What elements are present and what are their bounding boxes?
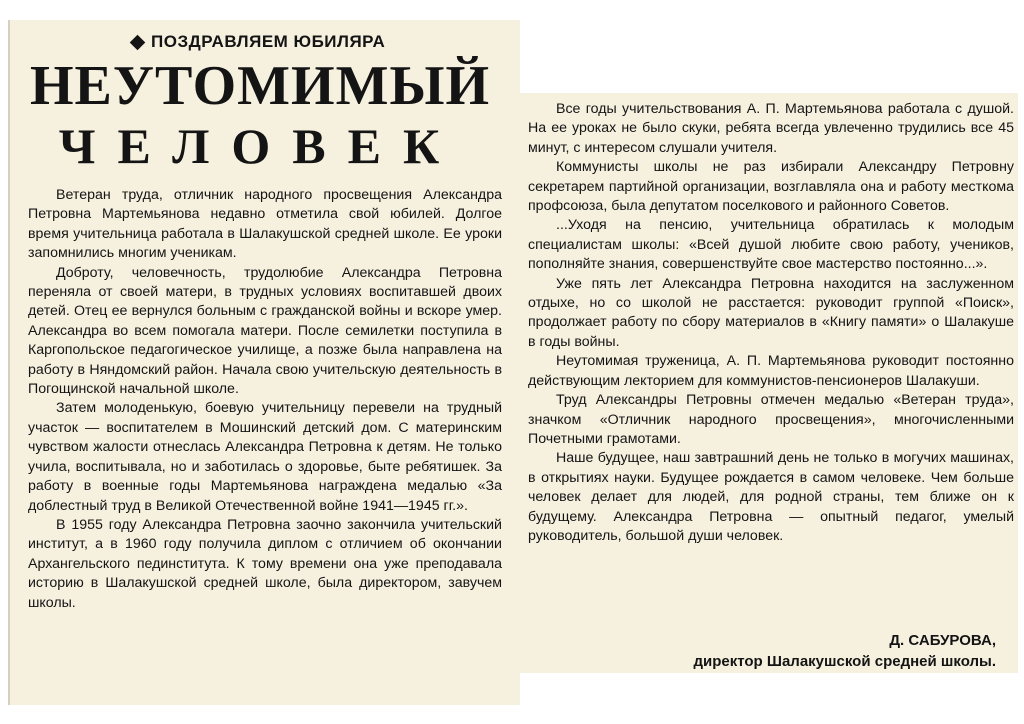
paragraph: В 1955 году Александра Петровна заочно закончила учительский институт, а в 1960 году получила диплом с отличием об окончании Архангельского пединститута. К тому времени она уже преподавала историю в Шалакушской средней школе, была директором, завучем школы. xyxy=(28,516,502,611)
headline-line-2: ЧЕЛОВЕК xyxy=(58,118,462,174)
paragraph: ...Уходя на пенсию, учительница обратилась к молодым специалистам школы: «Всей душой любите свою работу, учеников, пополняйте знания, совершенствуйте свое мастерство постоянно...». xyxy=(528,217,1014,273)
paragraph: Ветеран труда, отличник народного просвещения Александра Петровна Мартемьянова недавно отметила свой юбилей. Долгое время учительница работала в Шалакушской средней школе. Ее уроки запомнились многим ученикам. xyxy=(28,187,502,262)
diamond-bullet-icon xyxy=(130,34,146,50)
rubric-text: ПОЗДРАВЛЯЕМ ЮБИЛЯРА xyxy=(151,32,386,51)
paragraph: Неутомимая труженица, А. П. Мартемьянова руководит постоянно действующим лекторием для коммунистов-пенсионеров Шалакуши. xyxy=(528,353,1014,389)
paragraph: Уже пять лет Александра Петровна находится на заслуженном отдыхе, но со школой не расстается: руководит группой «Поиск», продолжает работу по сбору материалов в «Книгу памяти» о Шалакуше в годы войны. xyxy=(528,275,1014,350)
author-name: Д. САБУРОВА, xyxy=(889,632,996,649)
rubric-heading xyxy=(132,32,385,52)
paragraph: Все годы учительствования А. П. Мартемьянова работала с душой. На ее уроках не было скуки, ребята всегда увлеченно трудились все 45 минут, с интересом слушали учителя. xyxy=(528,101,1014,156)
signature-block xyxy=(600,630,996,672)
paragraph: Доброту, человечность, трудолюбие Александра Петровна переняла от своей матери, в трудных условиях воспитавшей двоих детей. Отец ее вернулся больным с гражданской войны и вскоре умер. Александра во всем помогала матери. После семилетки поступила в Каргопольское педагогическое училище, а позже была направлена на работу в Няндомский район. Начала свою учительскую деятельность в Погощинской начальной школе. xyxy=(28,264,502,398)
headline-line-1: НЕУТОМИМЫЙ xyxy=(30,55,490,117)
paragraph: Затем молоденькую, боевую учительницу перевели на трудный участок — воспитателем в Мошинский детский дом. С материнским чувством жалости отнеслась Александра Петровна к детям. Не только учила, воспитывала, но и заботилась о здоровье, быте ребятишек. За работу в военные годы Мартемьянова награждена медалью «За доблестный труд в Великой Отечественной войне 1941—1945 гг.». xyxy=(28,400,502,514)
article-right-column xyxy=(528,100,1014,546)
author-title: директор Шалакушской средней школы. xyxy=(693,653,996,670)
article-left-column xyxy=(28,186,502,613)
paragraph: Наше будущее, наш завтрашний день не только в могучих машинах, в открытиях науки. Будущее рождается в самом человеке. Чем больше человек делает для людей, для родной страны, тем ближе он к будущему. Александра Петровна — опытный педагог, умелый руководитель, большой души человек. xyxy=(528,450,1014,544)
paragraph: Коммунисты школы не раз избирали Александру Петровну секретарем партийной организации, возглавляла она и работу месткома профсоюза, была депутатом поселкового и районного Советов. xyxy=(528,159,1014,215)
paragraph: Труд Александры Петровны отмечен медалью «Ветеран труда», значком «Отличник народного просвещения», многочисленными Почетными грамотами. xyxy=(528,392,1014,447)
